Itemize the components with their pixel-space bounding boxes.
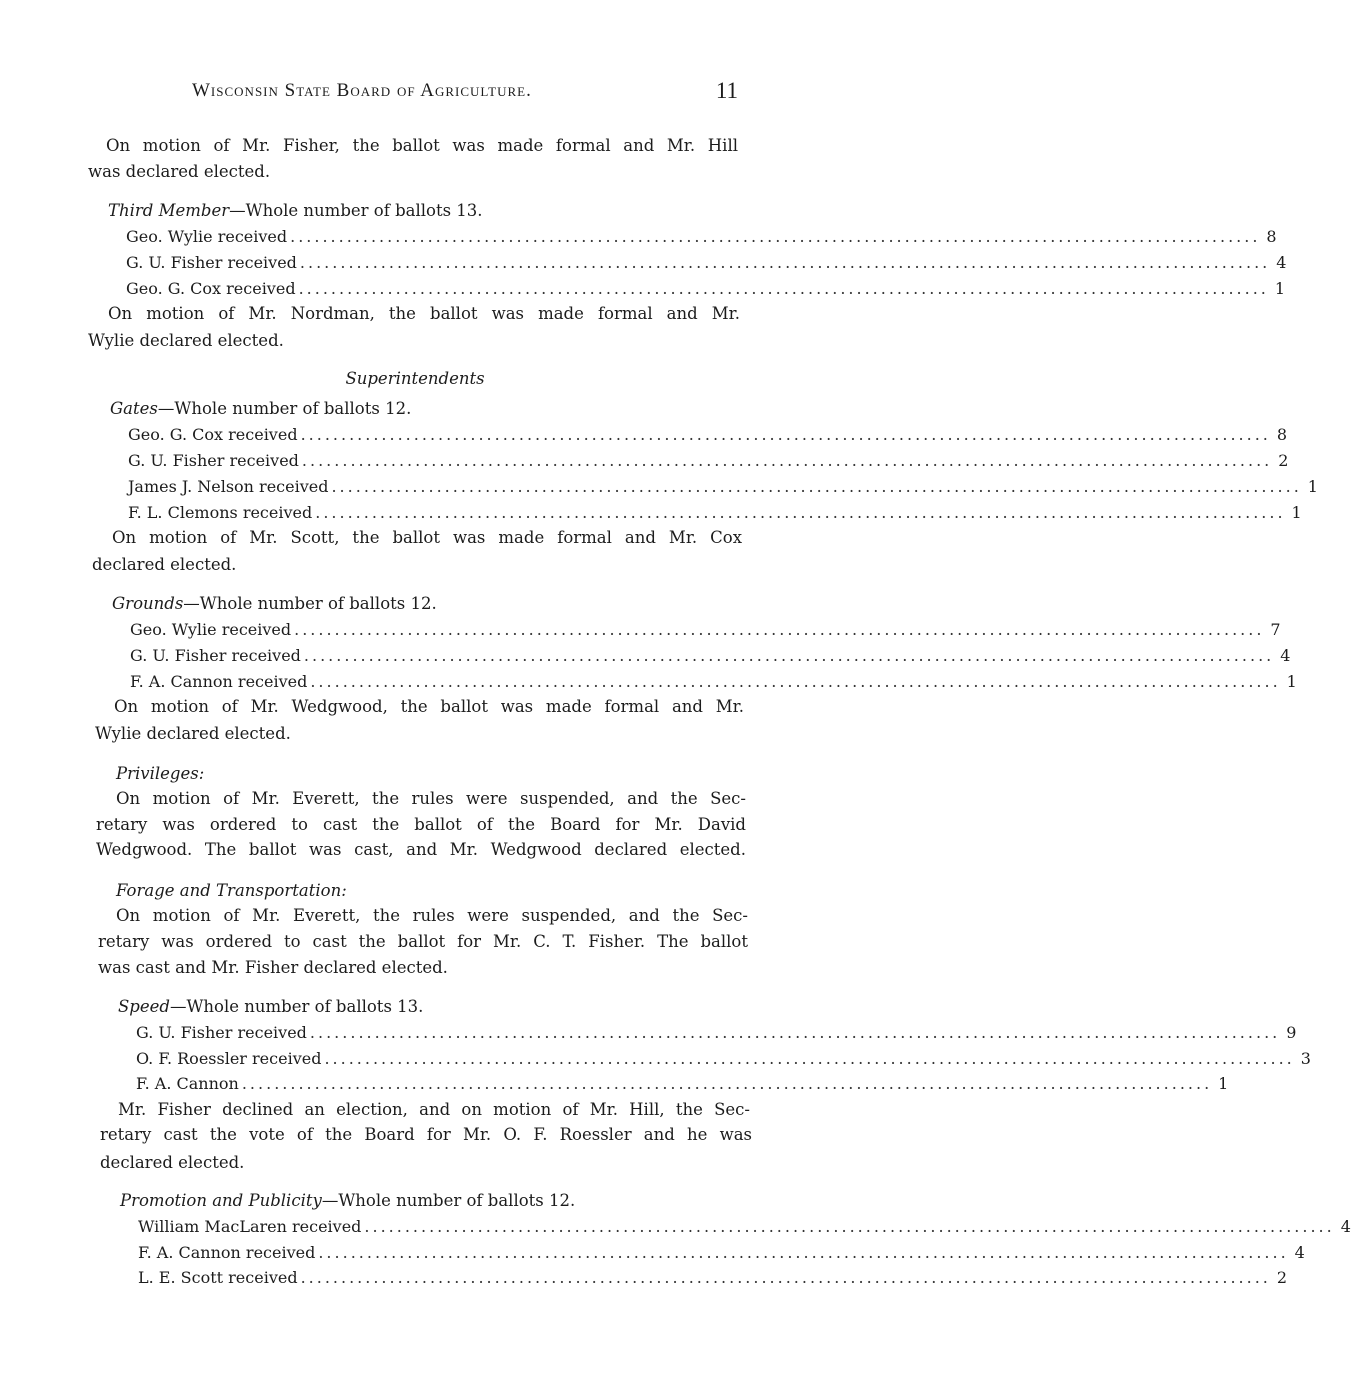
ballot-row xyxy=(138,1216,1351,1238)
leader-dots: ........................................................................................................................ xyxy=(298,279,1269,298)
candidate-name: Geo. Wylie received xyxy=(126,227,288,246)
section-label: Promotion and Publicity xyxy=(120,1191,322,1210)
ballot-row xyxy=(138,1242,1305,1264)
running-header xyxy=(192,80,738,110)
paragraph-line: On motion of Mr. Everett, the rules were suspended, and the Sec- xyxy=(116,789,746,808)
paragraph-line: Mr. Fisher declined an election, and on motion of Mr. Hill, the Sec- xyxy=(118,1100,750,1119)
vote-count: 1 xyxy=(1274,279,1286,298)
leader-dots: ........................................................................................................................ xyxy=(331,477,1302,496)
vote-count: 1 xyxy=(1307,477,1318,496)
section-heading-text: —Whole number of ballots 12. xyxy=(321,1191,576,1210)
vote-count: 4 xyxy=(1340,1217,1351,1236)
leader-dots: ........................................................................................................................ xyxy=(324,1049,1295,1068)
ballot-row xyxy=(128,424,1288,446)
candidate-name: F. L. Clemons received xyxy=(128,503,313,522)
paragraph-line: Wedgwood. The ballot was cast, and Mr. Wedgwood declared elected. xyxy=(96,840,746,859)
ballot-row xyxy=(128,476,1318,498)
section-heading-promotion xyxy=(120,1191,575,1211)
leader-dots: ........................................................................................................................ xyxy=(318,1243,1289,1262)
section-heading-text: —Whole number of ballots 12. xyxy=(157,399,412,418)
candidate-name: Geo. G. Cox received xyxy=(126,279,296,298)
ballot-row xyxy=(130,645,1291,667)
section-label: Gates xyxy=(110,399,158,418)
candidate-name: F. A. Cannon received xyxy=(138,1243,316,1262)
section-heading-text: —Whole number of ballots 13. xyxy=(169,997,424,1016)
leader-dots: ........................................................................................................................ xyxy=(294,620,1265,639)
ballot-row xyxy=(130,671,1297,693)
leader-dots: ........................................................................................................................ xyxy=(315,503,1286,522)
paragraph-line: Wylie declared elected. xyxy=(95,724,291,743)
paragraph-line: On motion of Mr. Wedgwood, the ballot was made formal and Mr. xyxy=(114,697,744,716)
section-heading-gates xyxy=(110,399,411,419)
candidate-name: L. E. Scott received xyxy=(138,1268,298,1287)
vote-count: 2 xyxy=(1276,1268,1288,1287)
section-heading-grounds xyxy=(112,594,437,614)
leader-dots: ........................................................................................................................ xyxy=(303,646,1275,665)
candidate-name: F. A. Cannon received xyxy=(130,672,308,691)
paragraph-line: retary was ordered to cast the ballot of the Board for Mr. David xyxy=(96,815,746,834)
vote-count: 7 xyxy=(1270,620,1281,639)
section-label: Speed xyxy=(118,997,170,1016)
vote-count: 8 xyxy=(1276,425,1288,444)
vote-count: 8 xyxy=(1266,227,1277,246)
vote-count: 4 xyxy=(1276,253,1287,272)
section-heading-text: —Whole number of ballots 13. xyxy=(229,201,483,220)
ballot-row xyxy=(126,226,1277,248)
ballot-row xyxy=(128,450,1289,472)
leader-dots: ........................................................................................................................ xyxy=(301,451,1273,470)
vote-count: 9 xyxy=(1286,1023,1297,1042)
paragraph-line: On motion of Mr. Fisher, the ballot was made formal and Mr. Hill xyxy=(106,136,738,155)
candidate-name: G. U. Fisher received xyxy=(126,253,297,272)
ballot-row xyxy=(128,502,1302,524)
ballot-row xyxy=(126,252,1287,274)
leader-dots: ........................................................................................................................ xyxy=(290,227,1261,246)
paragraph-line: declared elected. xyxy=(100,1153,245,1172)
paragraph-line: retary was ordered to cast the ballot for Mr. C. T. Fisher. The ballot xyxy=(98,932,748,951)
leader-dots: ........................................................................................................................ xyxy=(300,1268,1271,1287)
section-heading-forage: Forage and Transportation: xyxy=(116,881,347,900)
section-label: Grounds xyxy=(112,594,184,613)
ballot-row xyxy=(136,1073,1229,1095)
paragraph-line: was cast and Mr. Fisher declared elected. xyxy=(98,958,448,977)
section-heading-speed xyxy=(118,997,423,1017)
paragraph-line: was declared elected. xyxy=(88,162,271,181)
candidate-name: O. F. Roessler received xyxy=(136,1049,322,1068)
vote-count: 2 xyxy=(1278,451,1289,470)
ballot-row xyxy=(136,1048,1311,1070)
section-label: Third Member xyxy=(108,201,230,220)
ballot-row xyxy=(126,278,1286,300)
leader-dots: ........................................................................................................................ xyxy=(241,1074,1213,1093)
paragraph-line: On motion of Mr. Everett, the rules were suspended, and the Sec- xyxy=(116,906,748,925)
section-heading-text: —Whole number of ballots 12. xyxy=(183,594,437,613)
candidate-name: William MacLaren received xyxy=(138,1217,362,1236)
candidate-name: F. A. Cannon xyxy=(136,1074,239,1093)
vote-count: 1 xyxy=(1291,503,1302,522)
vote-count: 1 xyxy=(1286,672,1297,691)
page-number: 11 xyxy=(715,78,738,103)
candidate-name: G. U. Fisher received xyxy=(136,1023,307,1042)
vote-count: 3 xyxy=(1300,1049,1311,1068)
vote-count: 4 xyxy=(1280,646,1291,665)
leader-dots: ........................................................................................................................ xyxy=(310,672,1281,691)
paragraph-line: retary cast the vote of the Board for Mr. O. F. Roessler and he was xyxy=(100,1125,752,1144)
candidate-name: James J. Nelson received xyxy=(128,477,329,496)
section-heading-third-member xyxy=(108,201,483,221)
candidate-name: Geo. G. Cox received xyxy=(128,425,298,444)
paragraph-line: On motion of Mr. Scott, the ballot was made formal and Mr. Cox xyxy=(112,528,742,547)
vote-count: 4 xyxy=(1294,1243,1305,1262)
candidate-name: G. U. Fisher received xyxy=(128,451,299,470)
ballot-row xyxy=(130,619,1281,641)
paragraph-line: declared elected. xyxy=(92,555,237,574)
leader-dots: ........................................................................................................................ xyxy=(300,425,1271,444)
superintendents-heading: Superintendents xyxy=(345,369,485,388)
ballot-row xyxy=(138,1267,1288,1289)
leader-dots: ........................................................................................................................ xyxy=(309,1023,1281,1042)
ballot-row xyxy=(136,1022,1297,1044)
section-heading-privileges: Privileges: xyxy=(116,764,205,783)
candidate-name: Geo. Wylie received xyxy=(130,620,292,639)
vote-count: 1 xyxy=(1218,1074,1229,1093)
leader-dots: ........................................................................................................................ xyxy=(364,1217,1335,1236)
paragraph-line: On motion of Mr. Nordman, the ballot was made formal and Mr. xyxy=(108,304,740,323)
header-title: Wisconsin State Board of Agriculture. xyxy=(192,80,532,101)
candidate-name: G. U. Fisher received xyxy=(130,646,301,665)
leader-dots: ........................................................................................................................ xyxy=(299,253,1271,272)
paragraph-line: Wylie declared elected. xyxy=(88,331,284,350)
